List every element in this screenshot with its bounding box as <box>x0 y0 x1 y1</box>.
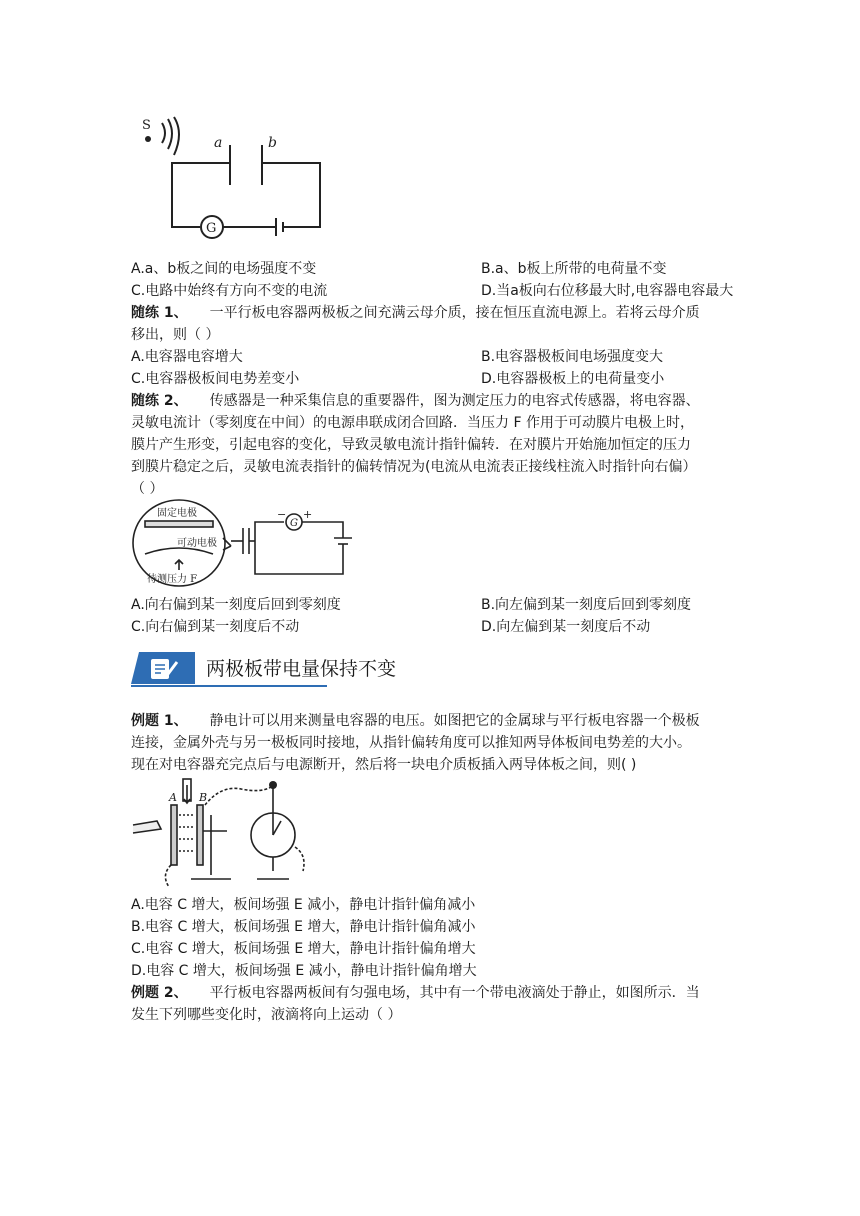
example1-text1: 静电计可以用来测量电容器的电压。如图把它的金属球与平行板电容器一个极板 <box>209 713 700 729</box>
practice2-line3: 膜片产生形变，引起电容的变化，导致灵敏电流计指针偏转．在对膜片开始施加恒定的压力 <box>131 437 691 453</box>
option-c: C.电路中始终有方向不变的电流 <box>131 283 328 299</box>
electroscope-ball <box>269 781 277 789</box>
practice2-label: 随练 2、 <box>131 393 188 409</box>
practice2-line5: （ ） <box>131 481 164 497</box>
practice1-option-a: A.电容器电容增大 <box>131 349 243 365</box>
example1-line2: 连接，金属外壳与另一极板同时接地，从指针偏转角度可以推知两导体板间电势差的大小。 <box>131 735 691 751</box>
label-plate-b: b <box>268 135 277 151</box>
example1-line3: 现在对电容器充完点后与电源断开，然后将一块电介质板插入两导体板之间，则( ) <box>131 757 637 773</box>
practice2-option-b: B.向左偏到某一刻度后回到零刻度 <box>481 597 692 613</box>
label-galvanometer-2: G <box>290 518 298 529</box>
section-title: 两极板带电量保持不变 <box>206 658 397 680</box>
option-d: D.当a板向右位移最大时,电容器电容最大 <box>481 283 734 299</box>
example2-label: 例题 2、 <box>131 985 188 1001</box>
label-plate-b-3: B <box>199 791 208 804</box>
example2-line2: 发生下列哪些变化时，液滴将向上运动（ ） <box>131 1007 402 1023</box>
practice1-option-d: D.电容器极板上的电荷量变小 <box>481 371 665 387</box>
practice1-line2: 移出，则（ ） <box>131 327 220 343</box>
practice1-text1: 一平行板电容器两极板之间充满云母介质，接在恒压直流电源上。若将云母介质 <box>209 305 700 321</box>
practice2-line4: 到膜片稳定之后，灵敏电流表指针的偏转情况为(电流从电流表正接线柱流入时指针向右偏） <box>131 459 697 475</box>
label-fixed-electrode: 固定电极 <box>157 508 197 519</box>
sound-source-dot <box>145 136 151 142</box>
example1-label: 例题 1、 <box>131 713 188 729</box>
example1-option-d: D.电容 C 增大，板间场强 E 减小，静电计指针偏角增大 <box>131 963 477 979</box>
example1-option-c: C.电容 C 增大，板间场强 E 增大，静电计指针偏角增大 <box>131 941 476 957</box>
label-plate-a: a <box>214 135 223 151</box>
practice2-option-c: C.向右偏到某一刻度后不动 <box>131 619 300 635</box>
practice1-option-b: B.电容器极板间电场强度变大 <box>481 349 664 365</box>
label-galvanometer: G <box>206 221 217 236</box>
practice2-line1 <box>131 391 700 411</box>
practice2-option-d: D.向左偏到某一刻度后不动 <box>481 619 651 635</box>
label-minus: − <box>277 508 287 521</box>
practice1-option-c: C.电容器极板间电势差变小 <box>131 371 300 387</box>
example1-line1 <box>131 711 700 731</box>
label-plate-a-3: A <box>169 791 177 804</box>
example1-option-a: A.电容 C 增大，板间场强 E 减小，静电计指针偏角减小 <box>131 897 476 913</box>
label-s: S <box>142 118 151 133</box>
example1-option-b: B.电容 C 增大，板间场强 E 增大，静电计指针偏角减小 <box>131 919 476 935</box>
label-force: 待测压力 F <box>147 574 198 585</box>
practice2-option-a: A.向右偏到某一刻度后回到零刻度 <box>131 597 341 613</box>
electroscope-figure <box>131 775 321 890</box>
option-a: A.a、b板之间的电场强度不变 <box>131 261 317 277</box>
practice1-label: 随练 1、 <box>131 305 188 321</box>
pressure-sensor-figure <box>131 498 356 590</box>
label-movable-electrode: 可动电极 <box>177 538 217 549</box>
circuit-figure <box>136 115 326 243</box>
option-b: B.a、b板上所带的电荷量不变 <box>481 261 667 277</box>
practice2-line2: 灵敏电流计（零刻度在中间）的电源串联成闭合回路．当压力 F 作用于可动膜片电极上时， <box>131 415 694 431</box>
example2-text1: 平行板电容器两板间有匀强电场，其中有一个带电液滴处于静止，如图所示．当 <box>209 985 700 1001</box>
practice2-text1: 传感器是一种采集信息的重要器件，图为测定压力的电容式传感器，将电容器、 <box>209 393 700 409</box>
example2-line1 <box>131 983 700 1003</box>
label-plus: + <box>303 508 313 521</box>
practice1-line1 <box>131 303 700 323</box>
